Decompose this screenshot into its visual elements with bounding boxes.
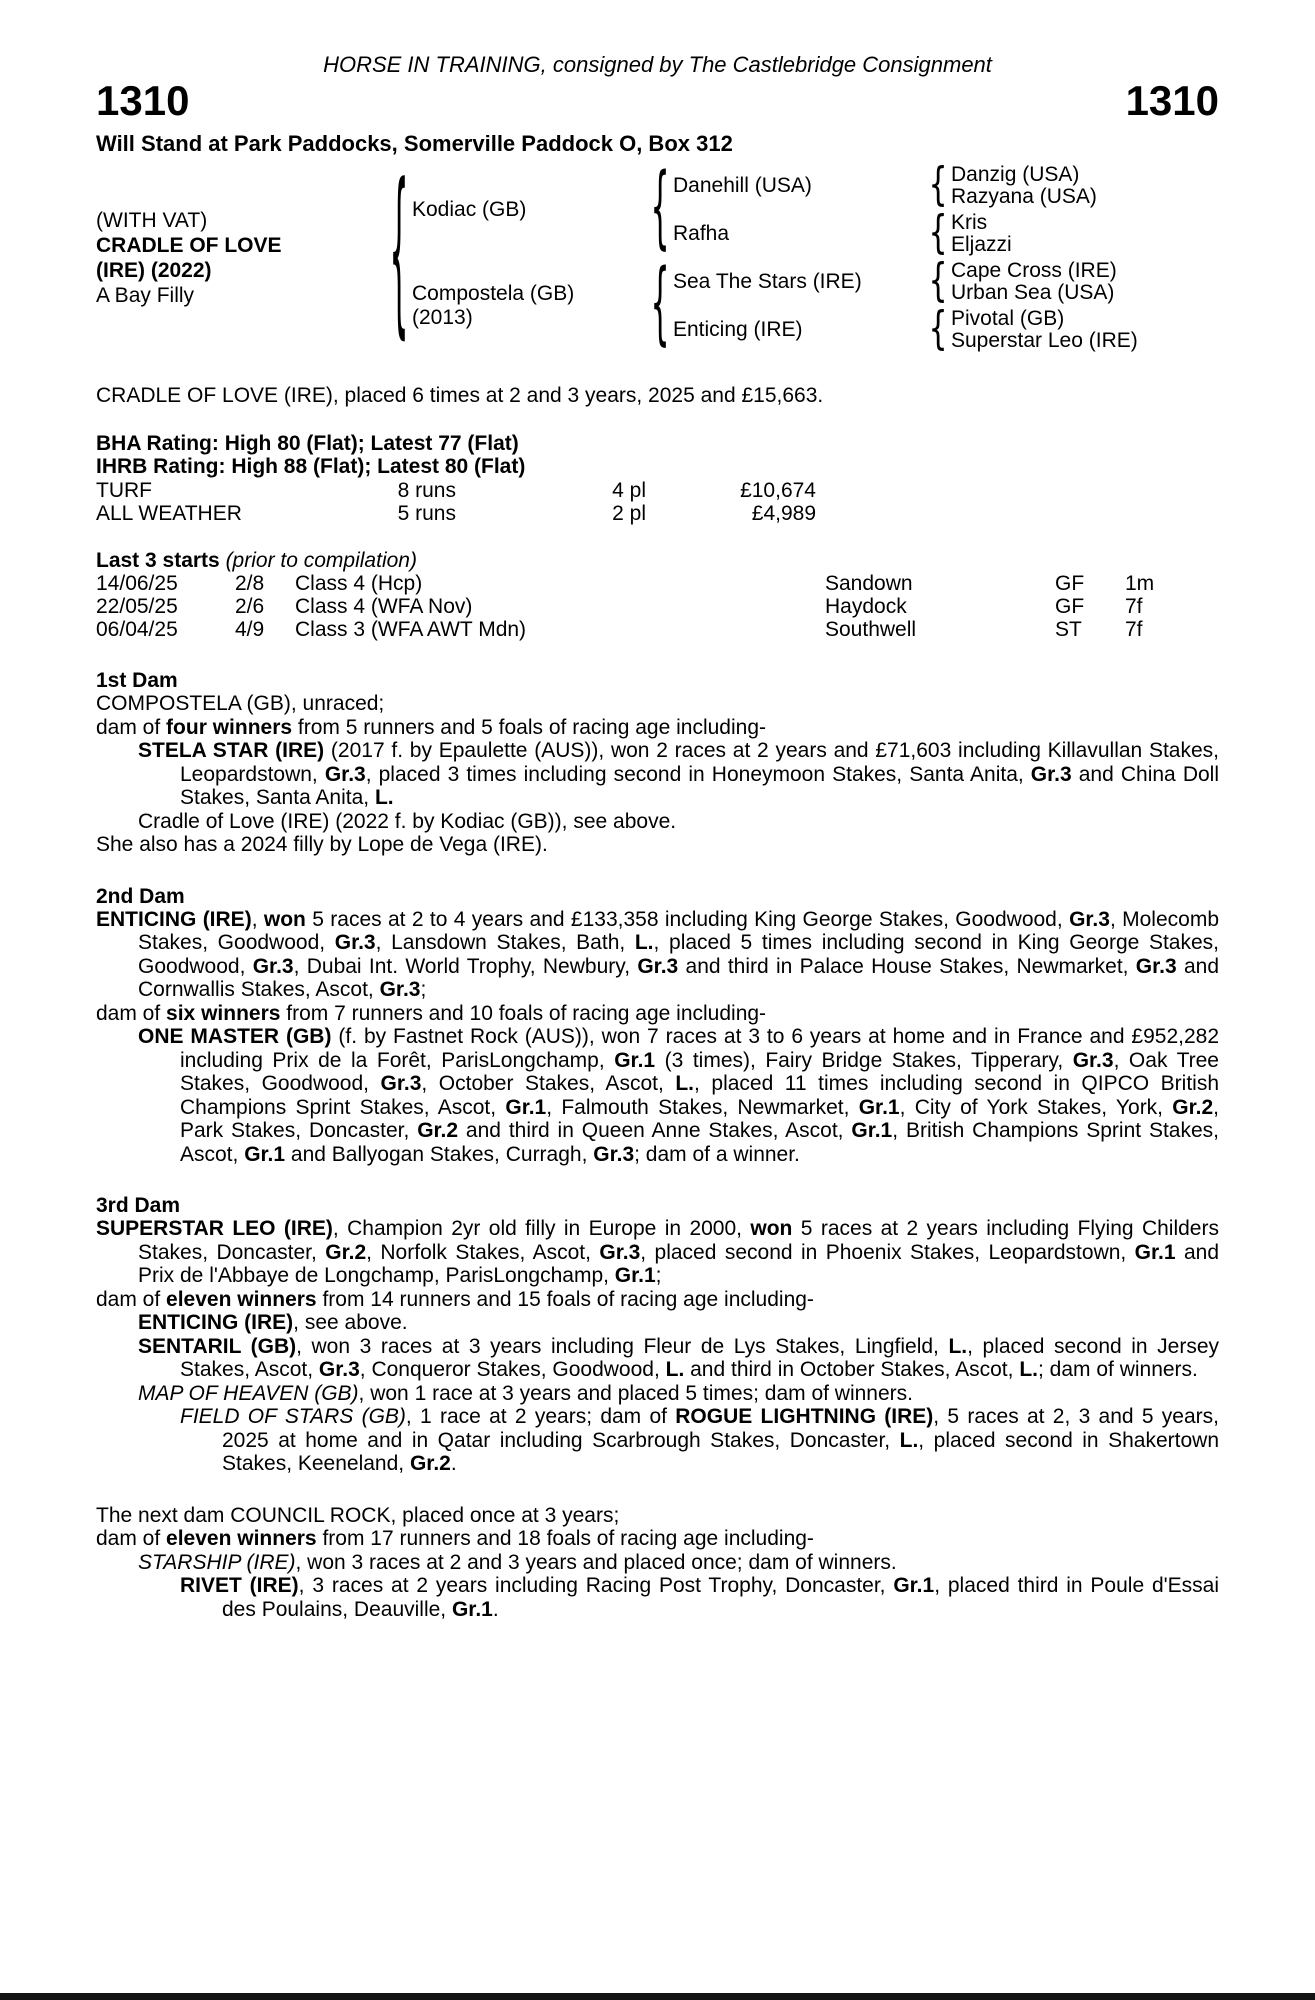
paragraph: The next dam COUNCIL ROCK, placed once at 3 years;	[96, 1503, 620, 1527]
great-granddam-name: Eljazzi	[951, 233, 1012, 256]
paragraph: ONE MASTER (GB) (f. by Fastnet Rock (AUS)), won 7 races at 3 to 6 years at home and in France and £952,282 including Prix de la Forêt, ParisLongchamp, Gr.1 (3 times), Fairy Bridge Stakes, Tipperary, Gr.3, Oak Tree Stakes, Goodwood, Gr.3, October Stakes, Ascot, L., placed 11 times including second in QIPCO British Champions Sprint Stakes, Ascot, Gr.1, Falmouth Stakes, Newmarket, Gr.1, City of York Stakes, York, Gr.2, Park Stakes, Doncaster, Gr.2 and third in Queen Anne Stakes, Ascot, Gr.1, British Champions Sprint Stakes, Ascot, Gr.1 and Ballyogan Stakes, Curragh, Gr.3; dam of a winner.	[138, 1025, 1220, 1166]
surface-label: ALL WEATHER	[96, 502, 242, 525]
sire-dam-branch	[673, 207, 1219, 260]
with-vat-note: (WITH VAT)	[96, 209, 208, 232]
dam-name: Compostela (GB)	[412, 282, 575, 305]
start-class: Class 3 (WFA AWT Mdn)	[295, 618, 527, 641]
horse-details	[96, 208, 386, 308]
paragraph: RIVET (IRE), 3 races at 2 years including Racing Post Trophy, Doncaster, Gr.1, placed third in Poule d'Essai des Poulains, Deauville, Gr.1.	[180, 1574, 1220, 1621]
next-dam-section	[96, 1504, 1219, 1622]
paragraph: dam of six winners from 7 runners and 10 foals of racing age including-	[96, 1001, 767, 1025]
section-heading: 2nd Dam	[96, 884, 185, 908]
sire-name: Kodiac (GB)	[412, 198, 527, 221]
lot-number-right: 1310	[1125, 77, 1219, 124]
start-date: 06/04/25	[96, 618, 178, 641]
start-course: Haydock	[825, 595, 907, 618]
surface-placed: 4 pl	[612, 479, 646, 502]
great-grandsire-name: Kris	[951, 211, 988, 234]
dam-sire-name: Sea The Stars (IRE)	[673, 270, 862, 293]
start-distance: 7f	[1125, 595, 1143, 618]
pedigree-brace: {	[650, 252, 670, 357]
dam-branch	[412, 252, 1219, 357]
start-date: 22/05/25	[96, 595, 178, 618]
paragraph: FIELD OF STARS (GB), 1 race at 2 years; dam of ROGUE LIGHTNING (IRE), 5 races at 2, 3 and 5 years, 2025 at home and in Qatar including Scarbrough Stakes, Doncaster, L., placed second in Shakertown Stakes, Keeneland, Gr.2.	[180, 1405, 1220, 1475]
race-summary: CRADLE OF LOVE (IRE), placed 6 times at 2 and 3 years, 2025 and £15,663.	[96, 384, 824, 407]
paragraph: MAP OF HEAVEN (GB), won 1 race at 3 years and placed 5 times; dam of winners.	[138, 1381, 913, 1405]
last-starts-block	[96, 549, 1219, 641]
dam-year: (2013)	[412, 306, 473, 329]
surface-record-table	[96, 479, 1219, 525]
paragraph: STELA STAR (IRE) (2017 f. by Epaulette (AUS)), won 2 races at 2 years and £71,603 including Killavullan Stakes, Leopardstown, Gr.3, placed 3 times including second in Honeymoon Stakes, Santa Anita, Gr.3 and China Doll Stakes, Santa Anita, L.	[138, 739, 1220, 809]
start-row	[96, 618, 1219, 641]
start-going: GF	[1055, 595, 1085, 618]
start-position: 4/9	[235, 618, 265, 641]
pedigree-brace: {	[389, 150, 409, 360]
start-row	[96, 595, 1219, 618]
ratings-block	[96, 432, 1219, 478]
pedigree-table	[96, 150, 1219, 360]
consignor-line: HORSE IN TRAINING, consigned by The Castlebridge Consignment	[323, 52, 992, 77]
pedigree-brace: {	[928, 159, 948, 212]
surface-earnings: £4,989	[751, 502, 816, 525]
horse-suffix: (IRE) (2022)	[96, 259, 212, 282]
surface-runs: 8 runs	[397, 479, 456, 502]
pedigree-generation-1	[412, 156, 1219, 357]
ihrb-rating: IHRB Rating: High 88 (Flat); Latest 80 (Flat)	[96, 455, 526, 478]
dam-dam-name: Enticing (IRE)	[673, 318, 803, 341]
sire-branch	[412, 156, 1219, 261]
paragraph: dam of four winners from 5 runners and 5 foals of racing age including-	[96, 715, 766, 739]
paragraph: dam of eleven winners from 17 runners and 18 foals of racing age including-	[96, 1527, 814, 1550]
start-class: Class 4 (Hcp)	[295, 572, 423, 595]
horse-description: A Bay Filly	[96, 284, 195, 307]
surface-earnings: £10,674	[740, 479, 816, 502]
great-granddam-name: Superstar Leo (IRE)	[951, 329, 1138, 352]
surface-label: TURF	[96, 479, 152, 502]
lot-number-row	[96, 79, 1219, 123]
great-granddam-name: Urban Sea (USA)	[951, 281, 1115, 304]
pedigree-brace: {	[650, 156, 670, 261]
start-going: GF	[1055, 572, 1085, 595]
start-going: ST	[1055, 618, 1082, 641]
paragraph: Cradle of Love (IRE) (2022 f. by Kodiac (GB)), see above.	[138, 809, 677, 833]
paragraph: ENTICING (IRE), won 5 races at 2 to 4 years and £133,358 including King George Stakes, Goodwood, Gr.3, Molecomb Stakes, Goodwood, Gr.3, Lansdown Stakes, Bath, L., placed 5 times including second in King George Stakes, Goodwood, Gr.3, Dubai Int. World Trophy, Newbury, Gr.3 and third in Palace House Stakes, Newmarket, Gr.3 and Cornwallis Stakes, Ascot, Gr.3;	[96, 907, 1220, 1001]
paragraph: She also has a 2024 filly by Lope de Vega (IRE).	[96, 833, 548, 856]
start-distance: 1m	[1125, 572, 1155, 595]
great-grandsire-name: Danzig (USA)	[951, 163, 1080, 186]
paragraph: SENTARIL (GB), won 3 races at 3 years including Fleur de Lys Stakes, Lingfield, L., placed second in Jersey Stakes, Ascot, Gr.3, Conqueror Stakes, Goodwood, L. and third in October Stakes, Ascot, L.; dam of winners.	[138, 1334, 1220, 1381]
start-position: 2/6	[235, 595, 265, 618]
great-granddam-name: Razyana (USA)	[951, 185, 1097, 208]
start-distance: 7f	[1125, 618, 1143, 641]
dam-dam-branch	[673, 303, 1219, 356]
surface-runs: 5 runs	[397, 502, 456, 525]
section-heading: 1st Dam	[96, 669, 178, 692]
start-class: Class 4 (WFA Nov)	[295, 595, 473, 618]
third-dam-section	[96, 1194, 1219, 1476]
start-date: 14/06/25	[96, 572, 178, 595]
start-course: Southwell	[825, 618, 917, 641]
pedigree-brace: {	[928, 207, 948, 260]
bha-rating: BHA Rating: High 80 (Flat); Latest 77 (Flat)	[96, 432, 519, 455]
start-course: Sandown	[825, 572, 913, 595]
start-row	[96, 572, 1219, 595]
paragraph: dam of eleven winners from 14 runners and 15 foals of racing age including-	[96, 1287, 814, 1311]
paragraph: ENTICING (IRE), see above.	[138, 1311, 408, 1334]
sire-sire-name: Danehill (USA)	[673, 174, 812, 197]
surface-row-all-weather	[96, 502, 1219, 525]
horse-name: CRADLE OF LOVE	[96, 234, 282, 257]
dam-sire-branch	[673, 255, 1219, 308]
great-grandsire-name: Pivotal (GB)	[951, 307, 1065, 330]
first-dam-section	[96, 669, 1219, 857]
second-dam-section	[96, 885, 1219, 1167]
paragraph: STARSHIP (IRE), won 3 races at 2 and 3 years and placed once; dam of winners.	[138, 1550, 897, 1574]
lot-number-left: 1310	[96, 77, 190, 124]
paragraph: SUPERSTAR LEO (IRE), Champion 2yr old filly in Europe in 2000, won 5 races at 2 years including Flying Childers Stakes, Doncaster, Gr.2, Norfolk Stakes, Ascot, Gr.3, placed second in Phoenix Stakes, Leopardstown, Gr.1 and Prix de l'Abbaye de Longchamp, ParisLongchamp, Gr.1;	[96, 1217, 1220, 1287]
section-heading: 3rd Dam	[96, 1194, 181, 1217]
page-bottom-scan-edge	[0, 1993, 1315, 2000]
sire-sire-branch	[673, 159, 1219, 212]
pedigree-brace: {	[928, 303, 948, 356]
paragraph: COMPOSTELA (GB), unraced;	[96, 692, 385, 715]
surface-placed: 2 pl	[612, 502, 646, 525]
last-starts-title: Last 3 starts (prior to compilation)	[96, 549, 417, 572]
pedigree-brace: {	[928, 255, 948, 308]
great-grandsire-name: Cape Cross (IRE)	[951, 259, 1117, 282]
surface-row-turf	[96, 479, 1219, 502]
stand-location: Will Stand at Park Paddocks, Somerville Paddock O, Box 312	[96, 131, 733, 156]
start-position: 2/8	[235, 572, 265, 595]
dam-name-block	[412, 282, 647, 330]
sire-dam-name: Rafha	[673, 222, 730, 245]
